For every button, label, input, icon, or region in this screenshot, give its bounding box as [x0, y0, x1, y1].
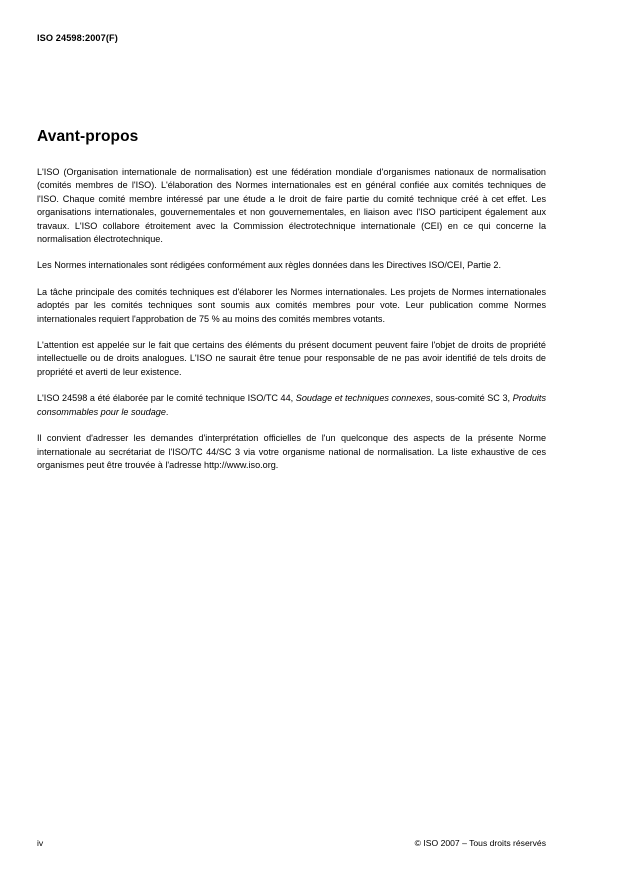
- paragraph-4: L'attention est appelée sur le fait que certains des éléments du présent document peuvent faire l'objet de droits de propriété intellectuelle ou de droits analogues. L'ISO ne saurait être tenue pour responsable de ne pas avoir identifié de tels droits de propriété et averti de leur existence.: [37, 340, 546, 377]
- paragraph-5: [37, 392, 546, 419]
- paragraph-2: Les Normes internationales sont rédigées conformément aux règles données dans les Directives ISO/CEI, Partie 2.: [37, 260, 502, 271]
- paragraph-6: Il convient d'adresser les demandes d'interprétation officielles de l'un quelconque des aspects de la présente Norme internationale au secrétariat de l'ISO/TC 44/SC 3 via votre organisme national de normalisation. La liste exhaustive de ces organismes peut être trouvée à l'adresse http://www.iso.org.: [37, 433, 546, 470]
- document-content: [37, 128, 546, 472]
- paragraph-5-italic-2: Produits consommables pour le soudage: [37, 393, 547, 417]
- paragraph-3: La tâche principale des comités techniques est d'élaborer les Normes internationales. Les projets de Normes internationales adoptés par les comités techniques sont soumis aux comités membres pour vote. Leur publication comme Normes internationales requiert l'approbation de 75 % au moins des comités membres votants.: [37, 286, 546, 324]
- page-number: iv: [37, 838, 44, 848]
- paragraph-5-part-2: , sous-comité SC 3,: [430, 393, 513, 404]
- paragraph-1: L'ISO (Organisation internationale de normalisation) est une fédération mondiale d'organismes nationaux de normalisation (comités membres de l'ISO). L'élaboration des Normes internationales est en général confiée aux comités techniques de l'ISO. Chaque comité membre intéressé par une étude a le droit de faire partie du comité technique créé à cet effet. Les organisations internationales, gouvernementales et non gouvernementales, en liaison avec l'ISO participent également aux travaux. L'ISO collabore étroitement avec la Commission électrotechnique internationale (CEI) en ce qui concerne la normalisation électrotechnique.: [37, 167, 546, 245]
- paragraph-5-part-3: .: [165, 406, 169, 417]
- paragraph-5-italic-1: Soudage et techniques connexes: [295, 393, 431, 404]
- page-title: Avant-propos: [37, 128, 139, 145]
- copyright-notice: © ISO 2007 – Tous droits réservés: [414, 838, 546, 848]
- document-header: ISO 24598:2007(F): [37, 33, 118, 43]
- document-footer: [37, 838, 546, 848]
- paragraph-5-part-1: L'ISO 24598 a été élaborée par le comité technique ISO/TC 44,: [37, 393, 296, 404]
